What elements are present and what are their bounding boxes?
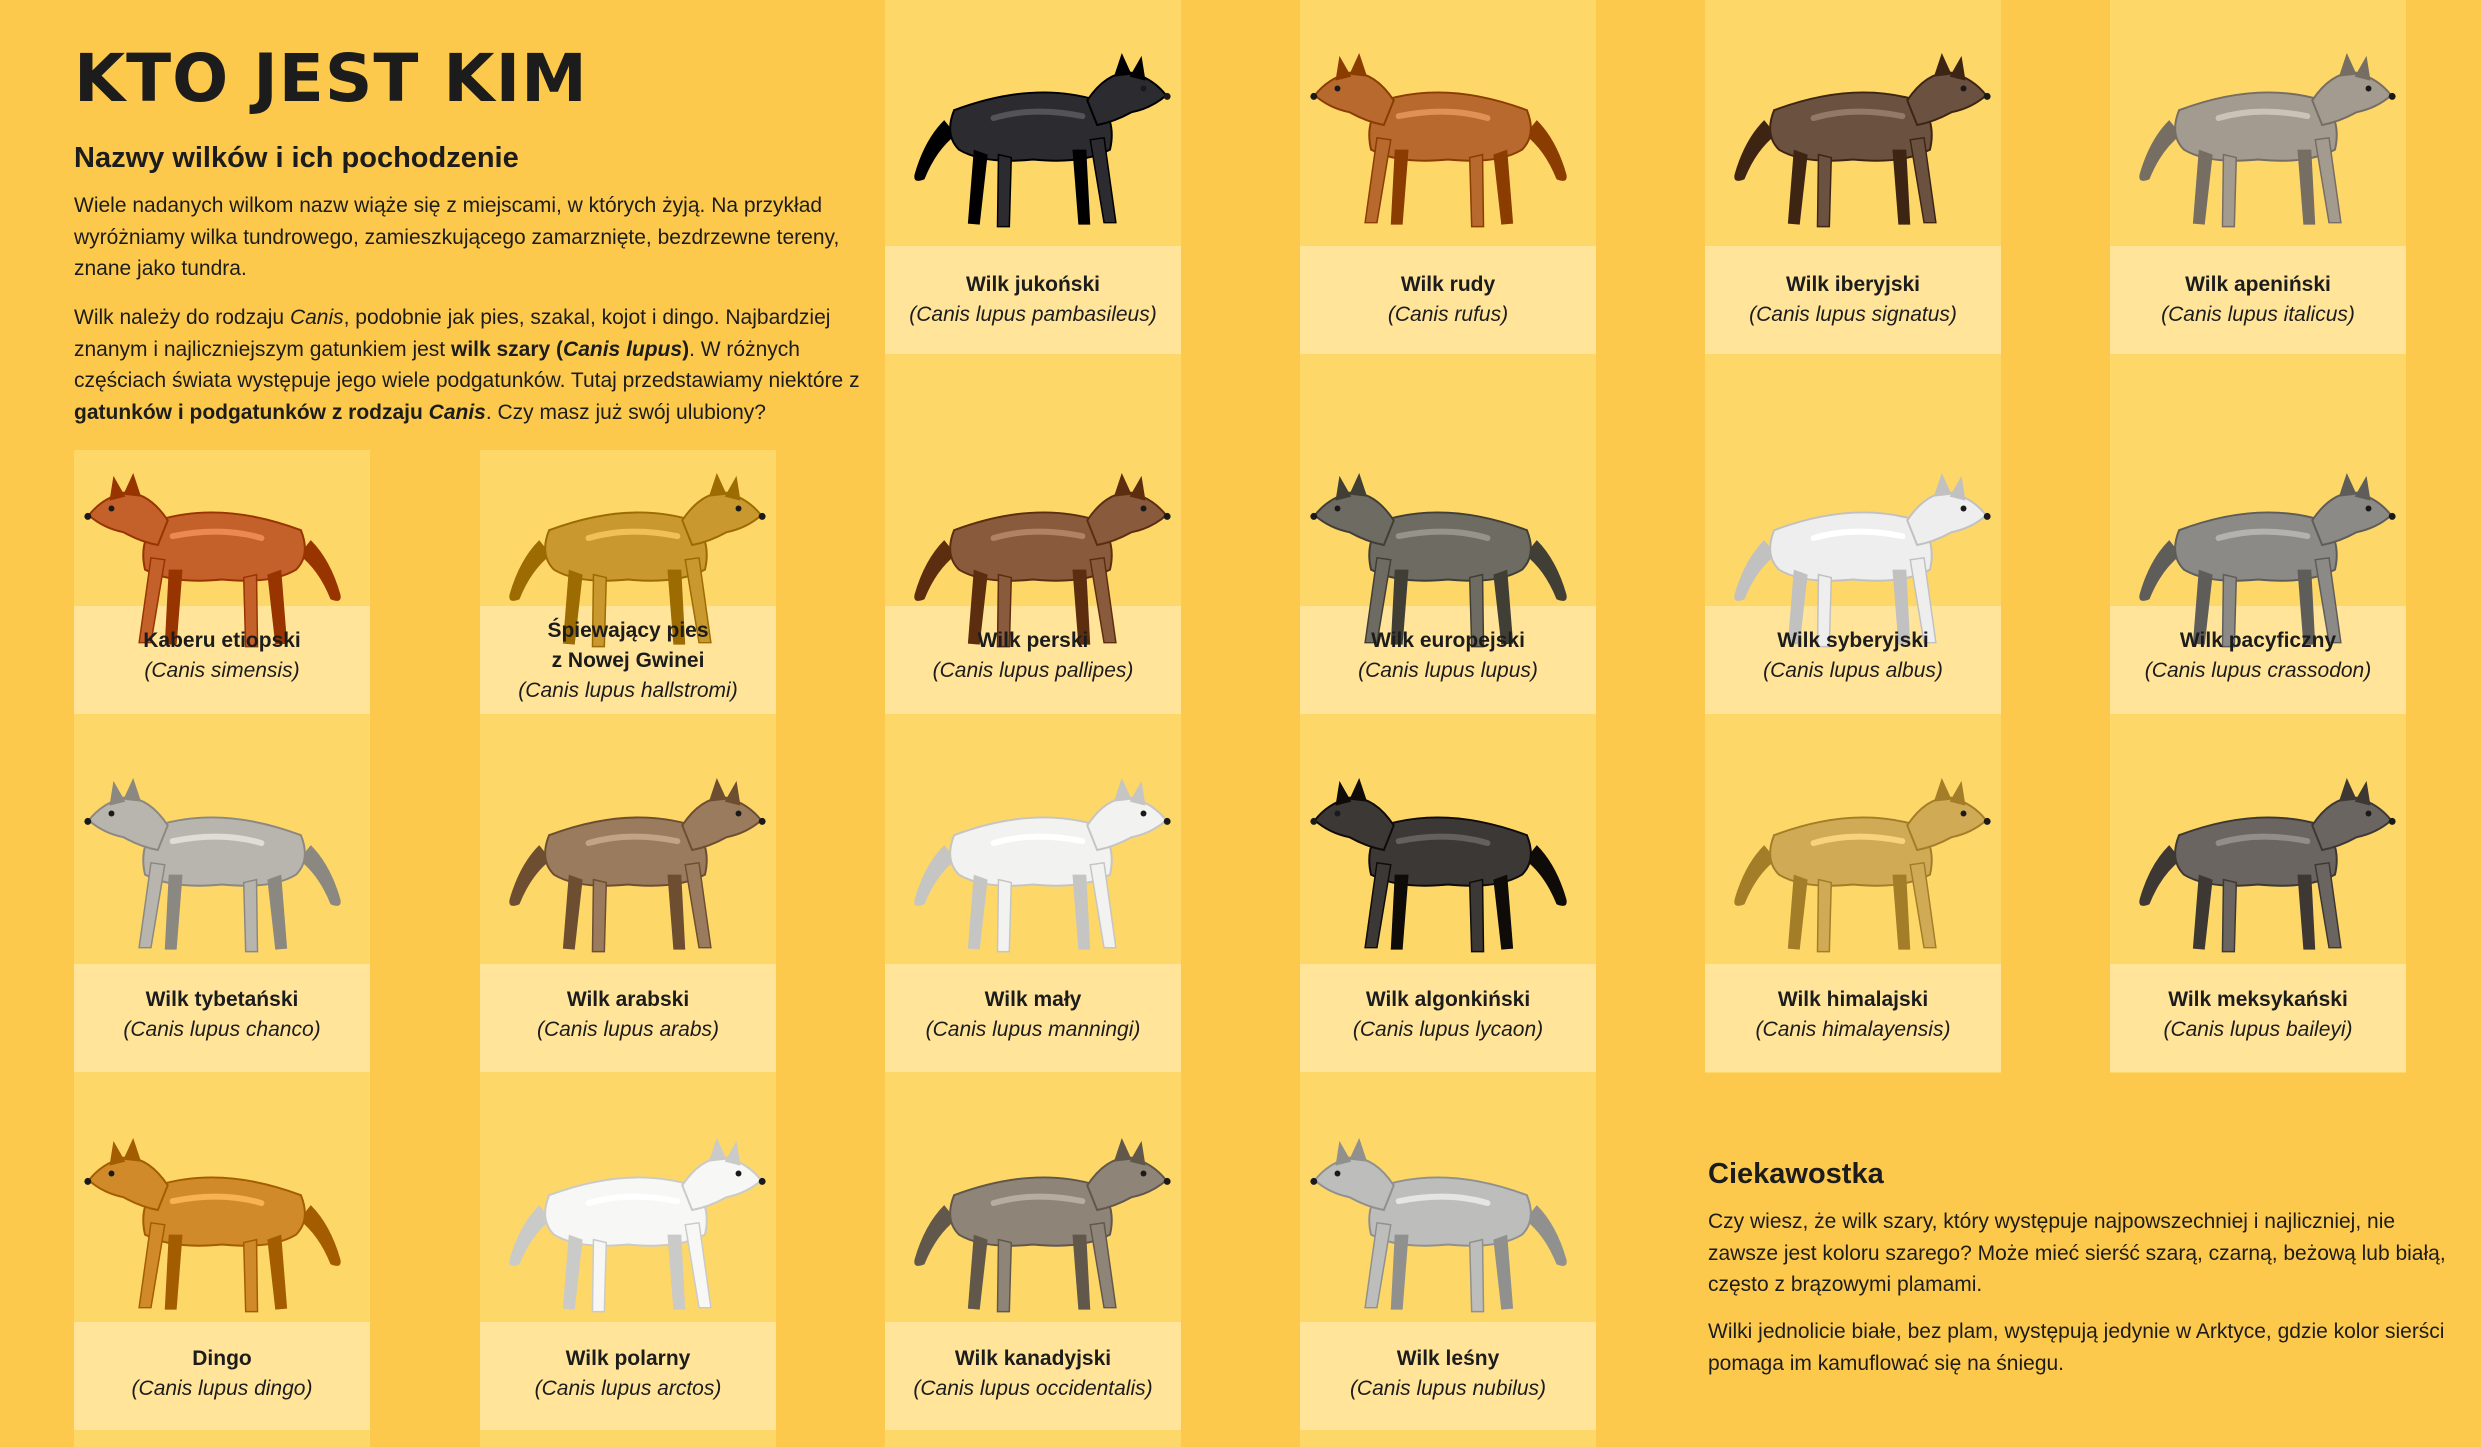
wolf-illustration [480, 1085, 776, 1335]
wolf-name: Wilk europejski [1371, 629, 1525, 652]
wolf-name: Wilk algonkiński [1365, 988, 1531, 1011]
wolf-latin-name: (Canis rufus) [1387, 303, 1509, 326]
wolf-icon [480, 725, 776, 975]
intro-paragraph: Wiele nadanych wilkom nazw wiąże się z miejscami, w których żyją. Na przykład wyróżniamy wilka tundrowego, zamieszkującego zamarznięte, bezdrzewne tereny, znane jako tundra. [74, 194, 840, 280]
wolf-icon [885, 0, 1181, 250]
wolf-icon [1300, 1085, 1596, 1335]
wolf-icon [480, 1085, 776, 1335]
wolf-name: Wilk apeniński [2185, 273, 2331, 296]
page-subtitle: Nazwy wilków i ich pochodzenie [74, 142, 519, 174]
wolf-latin-name: (Canis lupus dingo) [131, 1377, 313, 1400]
wolf-illustration [885, 725, 1181, 975]
wolf-name: Wilk iberyjski [1785, 273, 1921, 296]
wolf-icon [1705, 725, 2001, 975]
wolf-icon [2110, 725, 2406, 975]
wolf-name: Wilk pacyficzny [2179, 629, 2337, 652]
wolf-card [2110, 420, 2406, 770]
wolf-card [1300, 725, 1596, 1075]
fact-paragraph: Czy wiesz, że wilk szary, który występuje najpowszechniej i najliczniej, nie zawsze jest koloru szarego? Może mieć sierść szarą, czarną, beżową lub białą, często z brązowymi plamami. [1708, 1210, 2446, 1296]
wolf-illustration [1705, 725, 2001, 975]
wolf-latin-name: (Canis lupus lupus) [1358, 659, 1538, 682]
fact-paragraph: Wilki jednolicie białe, bez plam, występują jedynie w Arktyce, gdzie kolor sierści pomaga im kamuflować się na śniegu. [1708, 1320, 2445, 1375]
fact-title: Ciekawostka [1708, 1158, 1884, 1190]
wolf-latin-name: (Canis himalayensis) [1755, 1018, 1951, 1041]
wolf-name: Wilk kanadyjski [954, 1347, 1112, 1370]
wolf-card [2110, 0, 2406, 350]
wolf-card [885, 420, 1181, 770]
wolf-card [74, 1085, 370, 1435]
wolf-illustration [2110, 0, 2406, 250]
wolf-latin-name: (Canis simensis) [144, 659, 300, 682]
wolf-name: Wilk mały [984, 988, 1082, 1011]
wolf-icon [885, 1085, 1181, 1335]
wolf-card [885, 0, 1181, 350]
wolf-latin-name: (Canis lupus chanco) [123, 1018, 321, 1041]
wolf-illustration [480, 725, 776, 975]
wolf-card [1300, 420, 1596, 770]
wolf-latin-name: (Canis lupus occidentalis) [913, 1377, 1153, 1400]
wolf-latin-name: (Canis lupus baileyi) [2163, 1018, 2353, 1041]
wolf-name: Wilk leśny [1396, 1347, 1500, 1370]
wolf-illustration [1300, 1085, 1596, 1335]
wolf-name: Wilk syberyjski [1777, 629, 1929, 652]
wolf-card [1300, 0, 1596, 350]
wolf-illustration [74, 725, 370, 975]
wolf-name: Kaberu etiopski [143, 629, 301, 652]
wolf-latin-name: (Canis lupus hallstromi) [518, 679, 738, 702]
wolf-icon [885, 725, 1181, 975]
wolf-card [2110, 725, 2406, 1075]
wolf-illustration [1300, 725, 1596, 975]
wolf-latin-name: (Canis lupus lycaon) [1352, 1018, 1544, 1041]
wolf-icon [74, 725, 370, 975]
wolf-latin-name: (Canis lupus pambasileus) [909, 303, 1157, 326]
wolf-illustration [1300, 0, 1596, 250]
wolf-latin-name: (Canis lupus signatus) [1749, 303, 1957, 326]
wolf-card [74, 725, 370, 1075]
wolf-card [1705, 0, 2001, 350]
wolf-card [1705, 420, 2001, 770]
wolf-card [480, 1085, 776, 1435]
wolf-name: Wilk tybetański [145, 988, 299, 1011]
wolf-latin-name: (Canis lupus manningi) [925, 1018, 1141, 1041]
wolf-card [1705, 725, 2001, 1075]
wolf-icon [1300, 0, 1596, 250]
wolf-latin-name: (Canis lupus arabs) [536, 1018, 720, 1041]
wolf-latin-name: (Canis lupus nubilus) [1349, 1377, 1547, 1400]
wolf-name: Wilk jukoński [965, 273, 1100, 296]
page-title: KTO JEST KIM [74, 40, 588, 117]
wolf-illustration [74, 1085, 370, 1335]
wolf-card [74, 420, 370, 770]
wolf-card [480, 420, 776, 770]
wolf-illustration [885, 0, 1181, 250]
wolf-latin-name: (Canis lupus pallipes) [932, 659, 1134, 682]
wolf-name: Wilk himalajski [1777, 988, 1929, 1011]
wolf-name: Wilk perski [977, 629, 1089, 652]
wolf-illustration [2110, 725, 2406, 975]
wolf-latin-name: (Canis lupus italicus) [2161, 303, 2355, 326]
wolf-card [480, 725, 776, 1075]
wolf-name: Wilk polarny [565, 1347, 691, 1370]
wolf-illustration [885, 1085, 1181, 1335]
wolf-card [885, 725, 1181, 1075]
wolf-name: Wilk arabski [566, 988, 690, 1011]
wolf-icon [2110, 0, 2406, 250]
wolf-icon [74, 1085, 370, 1335]
wolf-latin-name: (Canis lupus albus) [1763, 659, 1943, 682]
wolf-icon [1300, 725, 1596, 975]
wolf-name: Dingo [192, 1347, 252, 1370]
wolf-name: Śpiewający pies z Nowej Gwinei [547, 619, 709, 672]
wolf-name: Wilk rudy [1400, 273, 1496, 296]
wolf-illustration [1705, 0, 2001, 250]
intro-paragraph-genus: Wilk należy do rodzaju Canis, podobnie jak pies, szakal, kojot i dingo. Najbardziej znanym i najliczniejszym gatunkiem jest wilk szary (Canis lupus). W różnych częściach świata występuje jego wiele podgatunków. Tutaj przedstawiamy niektóre z gatunków i podgatunków z rodzaju Canis. Czy masz już swój ulubiony? [74, 306, 860, 424]
wolf-card [1300, 1085, 1596, 1435]
wolf-latin-name: (Canis lupus crassodon) [2144, 659, 2372, 682]
wolf-latin-name: (Canis lupus arctos) [534, 1377, 722, 1400]
wolf-icon [1705, 0, 2001, 250]
wolf-name: Wilk meksykański [2168, 988, 2348, 1011]
wolf-card [885, 1085, 1181, 1435]
